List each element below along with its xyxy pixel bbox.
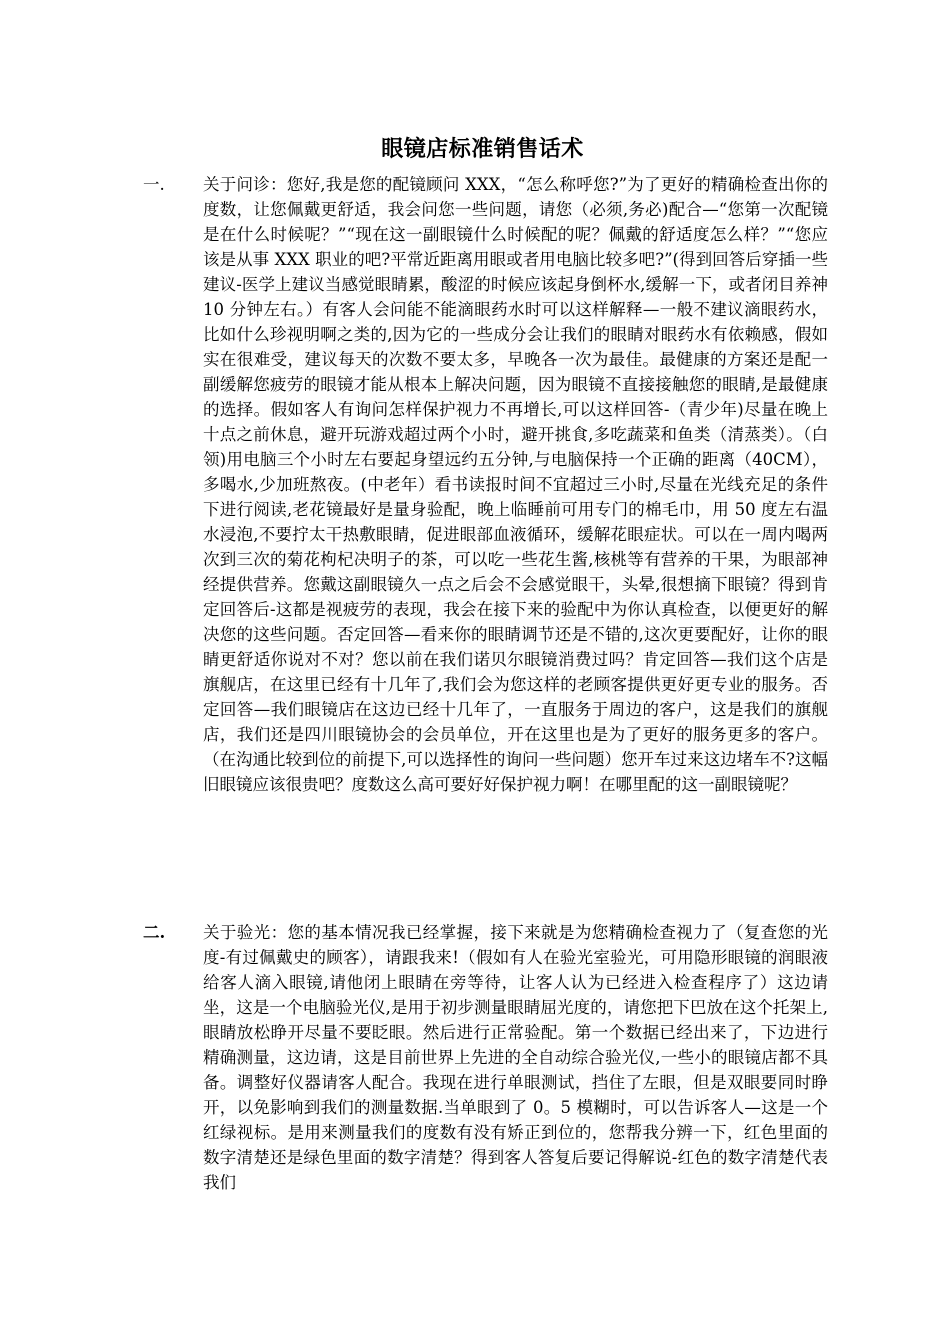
section-body: 关于问诊：您好,我是您的配镜顾问 XXX，“怎么称呼您?”为了更好的精确检查出你的度数，让您佩戴更舒适，我会问您一些问题，请您（必须,务必)配合—“您第一次配镜是在什么时候呢？”“现在这一副眼镜什么时候配的呢？佩戴的舒适度怎么样？”“您应该是从事 XXX 职业的吧?平常近距离用眼或者用电脑比较多吧?”(得到回答后穿插一些建议-医学上建议当感觉眼睛累，酸涩的时候应该起身倒杯水,缓解一下，或者闭目养神 10 分钟左右。）有客人会问能不能滴眼药水时可以这样解释—一般不建议滴眼药水，比如什么珍视明啊之类的,因为它的一些成分会让我们的眼睛对眼药水有依赖感，假如实在很难受，建议每天的次数不要太多，早晚各一次为最佳。最健康的方案还是配一副缓解您疲劳的眼镜才能从根本上解决问题，因为眼镜不直接接触您的眼睛,是最健康的选择。假如客人有询问怎样保护视力不再增长,可以这样回答-（青少年)尽量在晚上十点之前休息，避开玩游戏超过两个小时，避开挑食,多吃蔬菜和鱼类（清蒸类）。（白领)用电脑三个小时左右要起身望远约五分钟,与电脑保持一个正确的距离（40CM），多喝水,少加班熬夜。(中老年）看书读报时间不宜超过三小时,尽量在光线充足的条件下进行阅读,老花镜最好是量身验配，晚上临睡前可用专门的棉毛巾，用 50 度左右温水浸泡,不要拧太干热敷眼睛，促进眼部血液循环，缓解花眼症状。可以在一周内喝两次到三次的菊花枸杞决明子的茶，可以吃一些花生酱,核桃等有营养的干果，为眼部神经提供营养。您戴这副眼镜久一点之后会不会感觉眼干，头晕,很想摘下眼镜？得到肯定回答后-这都是视疲劳的表现，我会在接下来的验配中为你认真检查，以便更好的解决您的这些问题。否定回答—看来你的眼睛调节还是不错的,这次更要配好，让你的眼睛更舒适你说对不对？您以前在我们诺贝尔眼镜消费过吗？肯定回答—我们这个店是旗舰店，在这里已经有十几年了,我们会为您这样的老顾客提供更好更专业的服务。否定回答—我们眼镜店在这边已经十几年了，一直服务于周边的客户，这是我们的旗舰店，我们还是四川眼镜协会的会员单位，开在这里也是为了更好的服务更多的客户。（在沟通比较到位的前提下,可以选择性的询问一些问题）您开车过来这边堵车不?这幅旧眼镜应该很贵吧？度数这么高可要好好保护视力啊！在哪里配的这一副眼镜呢？ (203, 175, 828, 794)
section-number: 一. (143, 175, 165, 194)
section-number: 二. (143, 923, 166, 942)
page-title: 眼镜店标准销售话术 (381, 136, 584, 162)
section-body: 关于验光：您的基本情况我已经掌握，接下来就是为您精确检查视力了（复查您的光度-有过佩戴史的顾客），请跟我来!（假如有人在验光室验光，可用隐形眼镜的润眼液给客人滴入眼镜,请他闭上眼睛在旁等待，让客人认为已经进入检查程序了）这边请坐，这是一个电脑验光仪,是用于初步测量眼睛屈光度的，请您把下巴放在这个托架上,眼睛放松睁开尽量不要眨眼。然后进行正常验配。第一个数据已经出来了，下边进行精确测量，这边请，这是目前世界上先进的全自动综合验光仪,一些小的眼镜店都不具备。调整好仪器请客人配合。我现在进行单眼测试，挡住了左眼，但是双眼要同时睁开，以免影响到我们的测量数据.当单眼到了 0。5 模糊时，可以告诉客人—这是一个红绿视标。是用来测量我们的度数有没有矫正到位的，您帮我分辨一下，红色里面的数字清楚还是绿色里面的数字清楚？得到客人答复后要记得解说-红色的数字清楚代表我们 (203, 923, 828, 1192)
